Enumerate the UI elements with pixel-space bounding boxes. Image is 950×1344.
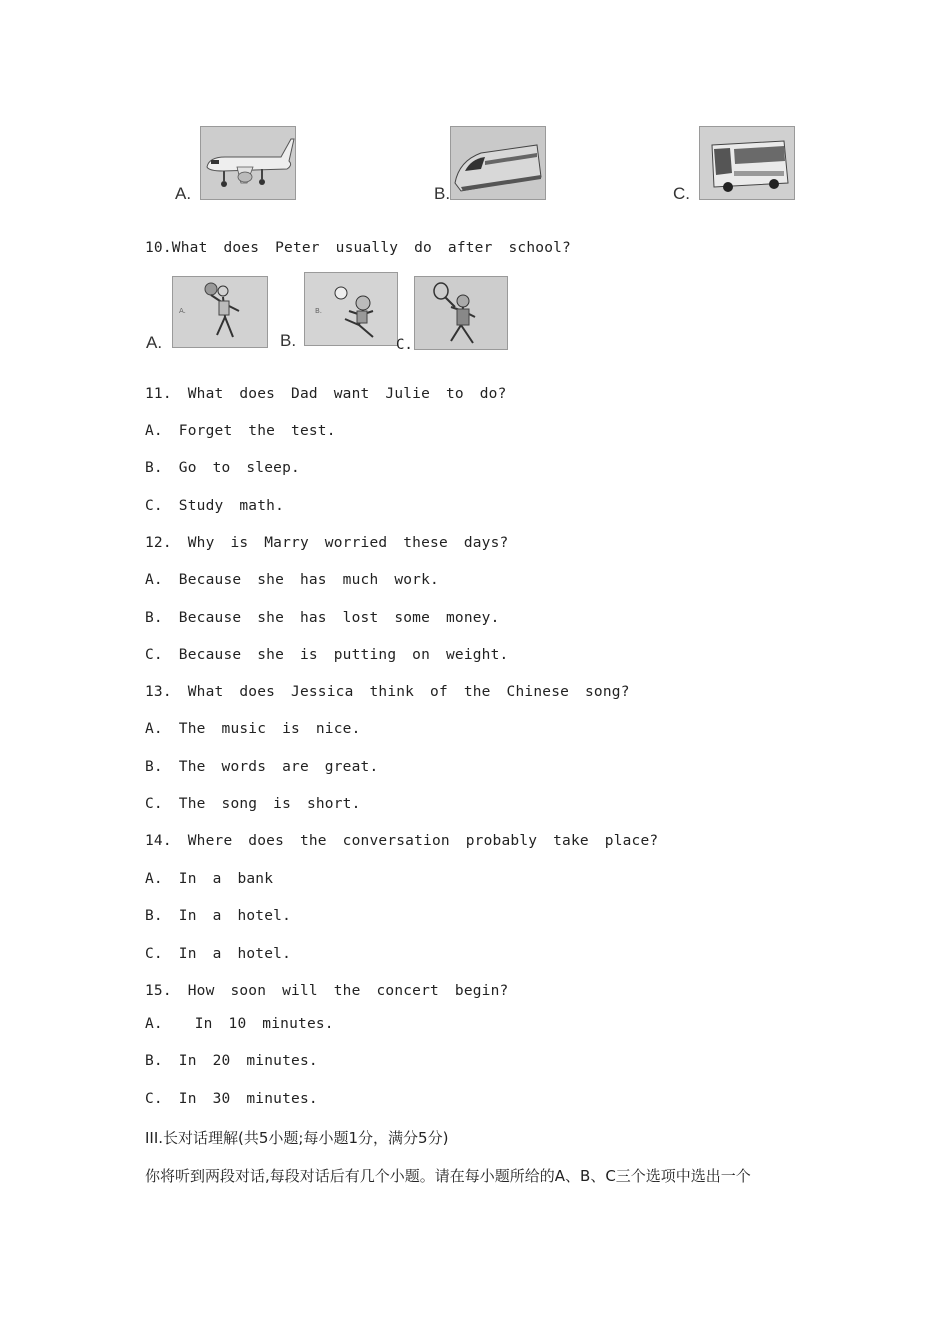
q9-option-c-picture [699,126,795,200]
section3-title: III.长对话理解(共5小题;每小题1分，满分5分) [145,1129,449,1147]
q14-option-c: C. In a hotel. [145,946,292,962]
q12-option-b: B. Because she has lost some money. [145,610,500,626]
q12-question: 12. Why is Marry worried these days? [145,535,509,551]
q10-option-a-picture [172,276,268,348]
section3-instruction: 你将听到两段对话,每段对话后有几个小题。请在每小题所给的A、B、C三个选项中选出一个 [145,1167,751,1185]
q10-option-b-letter: B. [280,331,297,350]
q15-option-c: C. In 30 minutes. [145,1091,318,1107]
q11-option-c: C. Study math. [145,498,285,514]
q11-question: 11. What does Dad want Julie to do? [145,386,507,402]
q11-option-b: B. Go to sleep. [145,460,300,476]
q10-question: 10.What does Peter usually do after school? [145,240,571,256]
q9-option-b-letter: B. [434,184,451,203]
train-icon [451,127,545,199]
tennis-player-icon [415,277,507,349]
q15-question: 15. How soon will the concert begin? [145,983,509,999]
basketball-player-icon [173,277,267,347]
q11-option-a: A. Forget the test. [145,423,336,439]
q14-option-b: B. In a hotel. [145,908,292,924]
q10-option-c-letter: C. [396,337,413,353]
q12-option-c: C. Because she is putting on weight. [145,647,509,663]
q13-option-b: B. The words are great. [145,759,379,775]
q10-option-a-letter: A. [146,333,163,352]
q13-question: 13. What does Jessica think of the Chinese song? [145,684,630,700]
q9-option-c-letter: C. [673,184,690,203]
q10-option-b-picture [304,272,398,346]
q14-option-a: A. In a bank [145,871,274,887]
airplane-icon [201,127,295,199]
q12-option-a: A. Because she has much work. [145,572,439,588]
q9-option-b-picture [450,126,546,200]
q10-option-b-tag: B. [315,307,323,315]
q13-option-c: C. The song is short. [145,796,361,812]
q15-option-b: B. In 20 minutes. [145,1053,318,1069]
q14-question: 14. Where does the conversation probably take place? [145,833,659,849]
q15-option-a: A. In 10 minutes. [145,1016,334,1032]
q10-option-a-tag: A. [179,307,186,315]
q9-option-a-picture [200,126,296,200]
q10-option-c-picture [414,276,508,350]
bus-icon [700,127,794,199]
q9-option-a-letter: A. [175,184,192,203]
q13-option-a: A. The music is nice. [145,721,361,737]
